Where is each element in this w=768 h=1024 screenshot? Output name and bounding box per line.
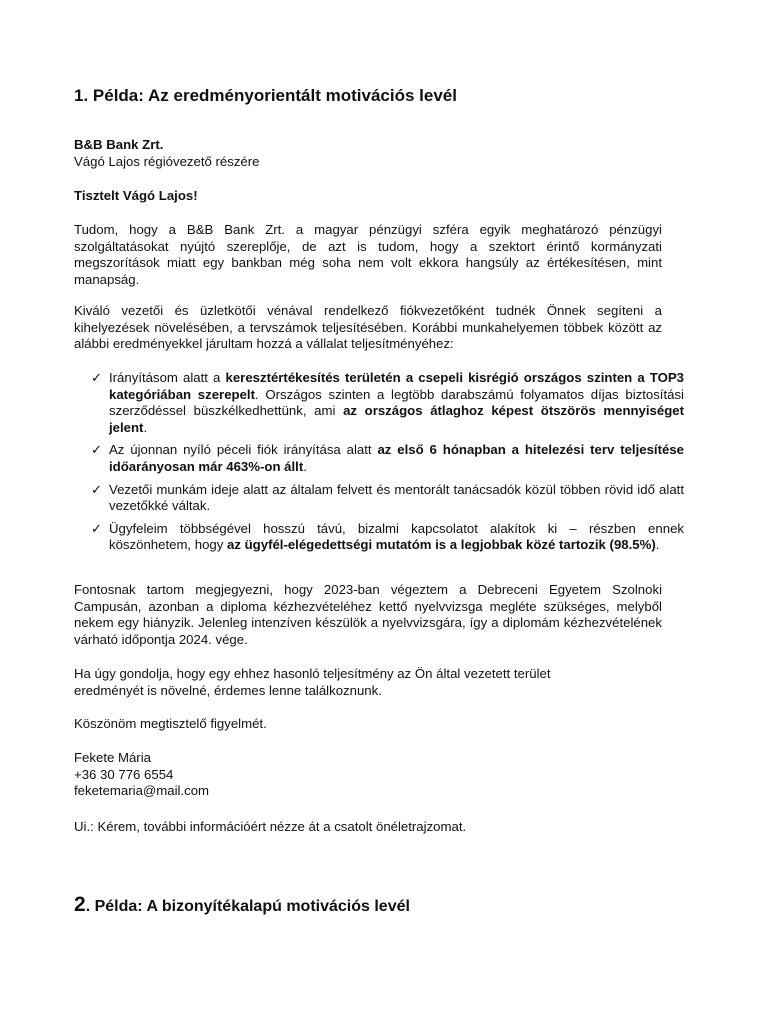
signature-phone: +36 30 776 6554 bbox=[74, 766, 174, 782]
achievements-list bbox=[74, 370, 684, 554]
checkmark-icon: ✓ bbox=[91, 442, 103, 458]
recipient-block bbox=[74, 137, 662, 170]
signature-email: feketemaria@mail.com bbox=[74, 783, 210, 799]
checkmark-icon: ✓ bbox=[91, 481, 103, 497]
paragraph-skills: Kiváló vezetői és üzletkötői vénával rendelkező fiókvezetőként tudnék Önnek segíteni a kihelyezések növelésében, a tervszámok teljesítésében. Korábbi munkahelyemen többek között az alábbi eredményekkel járultam hozzá a vállalat teljesítményéhez: bbox=[74, 303, 662, 352]
section-1-title: 1. Példa: Az eredményorientált motivációs levél bbox=[74, 86, 457, 105]
paragraph-education: Fontosnak tartom megjegyezni, hogy 2023-ban végeztem a Debreceni Egyetem Szolnoki Campusán, azonban a diploma kézhezvételéhez kettő nyelvvizsga megléte szükséges, melyből nekem egy hiányzik. Jelenleg intenzíven készülök a nyelvvizsgára, így a diplomám kézhezvételének várható időpontja 2024. vége. bbox=[74, 582, 662, 647]
paragraph-intro: Tudom, hogy a B&B Bank Zrt. a magyar pénzügyi szféra egyik meghatározó pénzügyi szolgáltatásokat nyújtó szereplője, de azt is tudom, hogy a szektort érintő kormányzati megszorítások miatt egy bankban még soha nem volt ekkora hangsúly az értékesítésen, mint manapság. bbox=[74, 222, 662, 287]
recipient-company: B&B Bank Zrt. bbox=[74, 137, 164, 152]
postscript: Ui.: Kérem, további információért nézze át a csatolt önéletrajzomat. bbox=[74, 819, 467, 834]
paragraph-meeting: Ha úgy gondolja, hogy egy ehhez hasonló teljesítmény az Ön által vezetett terület eredményét is növelné, érdemes lenne találkoznunk. bbox=[74, 666, 551, 698]
closing-line: Köszönöm megtisztelő figyelmét. bbox=[74, 716, 267, 731]
signature-name: Fekete Mária bbox=[74, 750, 151, 765]
list-item: ✓ Vezetői munkám ideje alatt az általam felvett és mentorált tanácsadók közül többen rövid idő alatt vezetőkké váltak. bbox=[91, 481, 684, 514]
checkmark-icon: ✓ bbox=[91, 370, 103, 385]
section-2-number: 2 bbox=[74, 893, 86, 916]
list-item: ✓ Irányításom alatt a keresztértékesítés területén a csepeli kisrégió országos szinten a TOP3 kategóriában szerepelt. Országos szinten a legtöbb darabszámú folyamatos díjas biztosítási szerződéssel büszkélkedhettünk, ami az országos átlaghoz képest ötszörös mennyiséget jelent. bbox=[91, 370, 685, 435]
recipient-attention: Vágó Lajos régióvezető részére bbox=[74, 153, 260, 169]
list-item: ✓ Az újonnan nyíló péceli fiók irányítása alatt az első 6 hónapban a hitelezési terv teljesítése időarányosan már 463%-on állt. bbox=[91, 442, 684, 474]
salutation: Tisztelt Vágó Lajos! bbox=[74, 188, 198, 203]
checkmark-icon: ✓ bbox=[91, 520, 103, 536]
signature-block bbox=[74, 750, 662, 800]
list-item: ✓ Ügyfeleim többségével hosszú távú, bizalmi kapcsolatot alakítok ki – részben ennek köszönhetem, hogy az ügyfél-elégedettségi mutatóm is a legjobbak közé tartozik (98.5%). bbox=[91, 520, 684, 553]
section-2-title: 2. Példa: A bizonyítékalapú motivációs levél bbox=[74, 893, 410, 916]
